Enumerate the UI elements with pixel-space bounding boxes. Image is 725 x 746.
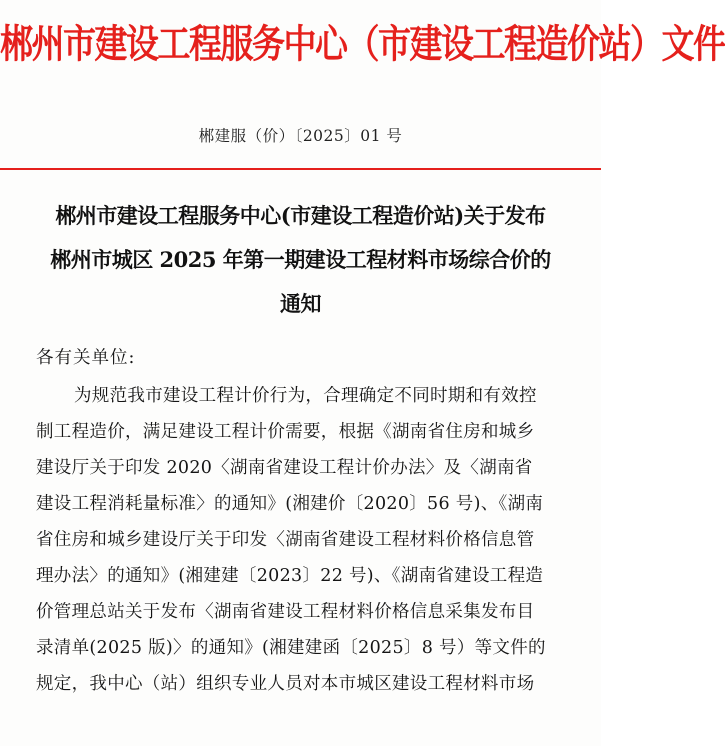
body-line: 建设厅关于印发 2020〈湖南省建设工程计价办法〉及〈湖南省	[36, 458, 533, 478]
red-divider-line	[0, 168, 601, 170]
notice-title-line: 郴州市城区 2025 年第一期建设工程材料市场综合价的	[50, 247, 551, 272]
notice-title-line: 通知	[280, 291, 321, 316]
body-line: 录清单(2025 版)〉的通知》(湘建建函〔2025〕8 号）等文件的	[36, 638, 546, 658]
body-line: 省住房和城乡建设厅关于印发〈湖南省建设工程材料价格信息管	[36, 530, 535, 550]
body-line: 建设工程消耗量标准〉的通知》(湘建价〔2020〕56 号)、《湖南	[36, 494, 544, 514]
salutation: 各有关单位:	[36, 348, 136, 368]
body-line: 规定，我中心（站）组织专业人员对本市城区建设工程材料市场	[36, 674, 535, 694]
notice-title	[0, 194, 601, 326]
body-line: 为规范我市建设工程计价行为，合理确定不同时期和有效控	[74, 386, 537, 406]
body-line: 理办法〉的通知》(湘建建〔2023〕22 号)、《湖南省建设工程造	[36, 566, 544, 586]
body-line: 价管理总站关于发布〈湖南省建设工程材料价格信息采集发布目	[36, 602, 535, 622]
notice-title-line: 郴州市建设工程服务中心(市建设工程造价站)关于发布	[55, 203, 546, 228]
body-line: 制工程造价，满足建设工程计价需要，根据《湖南省住房和城乡	[36, 422, 535, 442]
document-number: 郴建服（价）〔2025〕01 号	[198, 127, 403, 145]
document-header-title: 郴州市建设工程服务中心（市建设工程造价站）文件	[0, 21, 725, 68]
notice-body	[36, 338, 584, 702]
